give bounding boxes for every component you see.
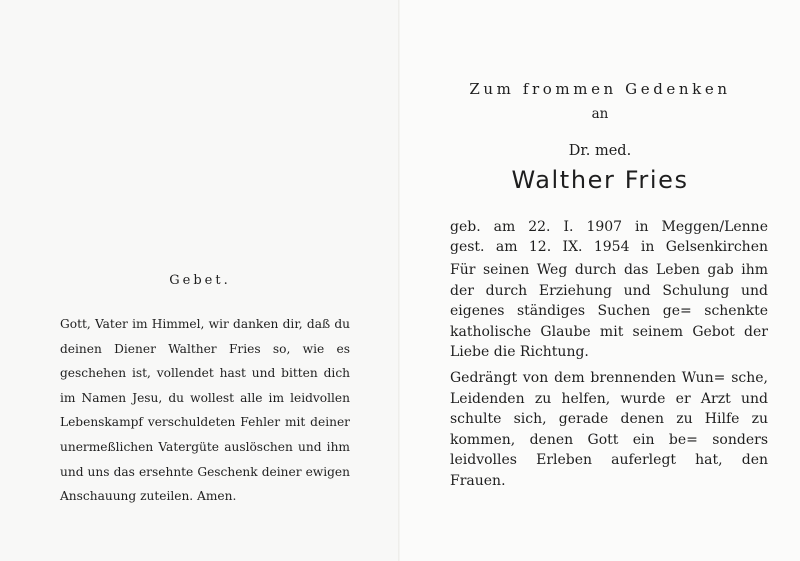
degree-title: Dr. med. <box>568 143 632 159</box>
death-line: gest. am 12. IX. 1954 in Gelsenkirchen <box>450 239 768 255</box>
memorial-an: an <box>591 106 609 122</box>
memorial-title: Zum frommen Gedenken <box>469 80 731 98</box>
life-dates <box>450 217 768 257</box>
prayer-heading: Gebet. <box>169 273 231 288</box>
right-page <box>400 0 800 561</box>
deceased-name: Walther Fries <box>511 166 689 194</box>
biography-paragraph-2: Gedrängt von dem brennenden Wun= sche, Leidenden zu helfen, wurde er Arzt und schulte sich, gerade denen zu Hilfe zu kommen, denen Gott ein be= sonders leidvolles Erleben auferlegt hat, den Frauen. <box>450 370 768 489</box>
birth-line: geb. am 22. I. 1907 in Meggen/Lenne <box>450 219 768 235</box>
biography-paragraph-1: Für seinen Weg durch das Leben gab ihm der durch Erziehung und Schulung und eigenes ständiges Suchen ge= schenkte katholische Glaube mit seinem Gebot der Liebe die Richtung. <box>450 262 768 361</box>
prayer-text: Gott, Vater im Himmel, wir danken dir, daß du deinen Diener Walther Fries so, wie es geschehen ist, vollendet hast und bitten dich im Namen Jesu, du wollest alle im leidvollen Lebenskampf verschuldeten Fehler mit deiner unermeßlichen Vatergüte auslöschen und ihm und uns das ersehnte Geschenk deiner ewigen Anschauung zuteilen. Amen. <box>60 317 350 504</box>
